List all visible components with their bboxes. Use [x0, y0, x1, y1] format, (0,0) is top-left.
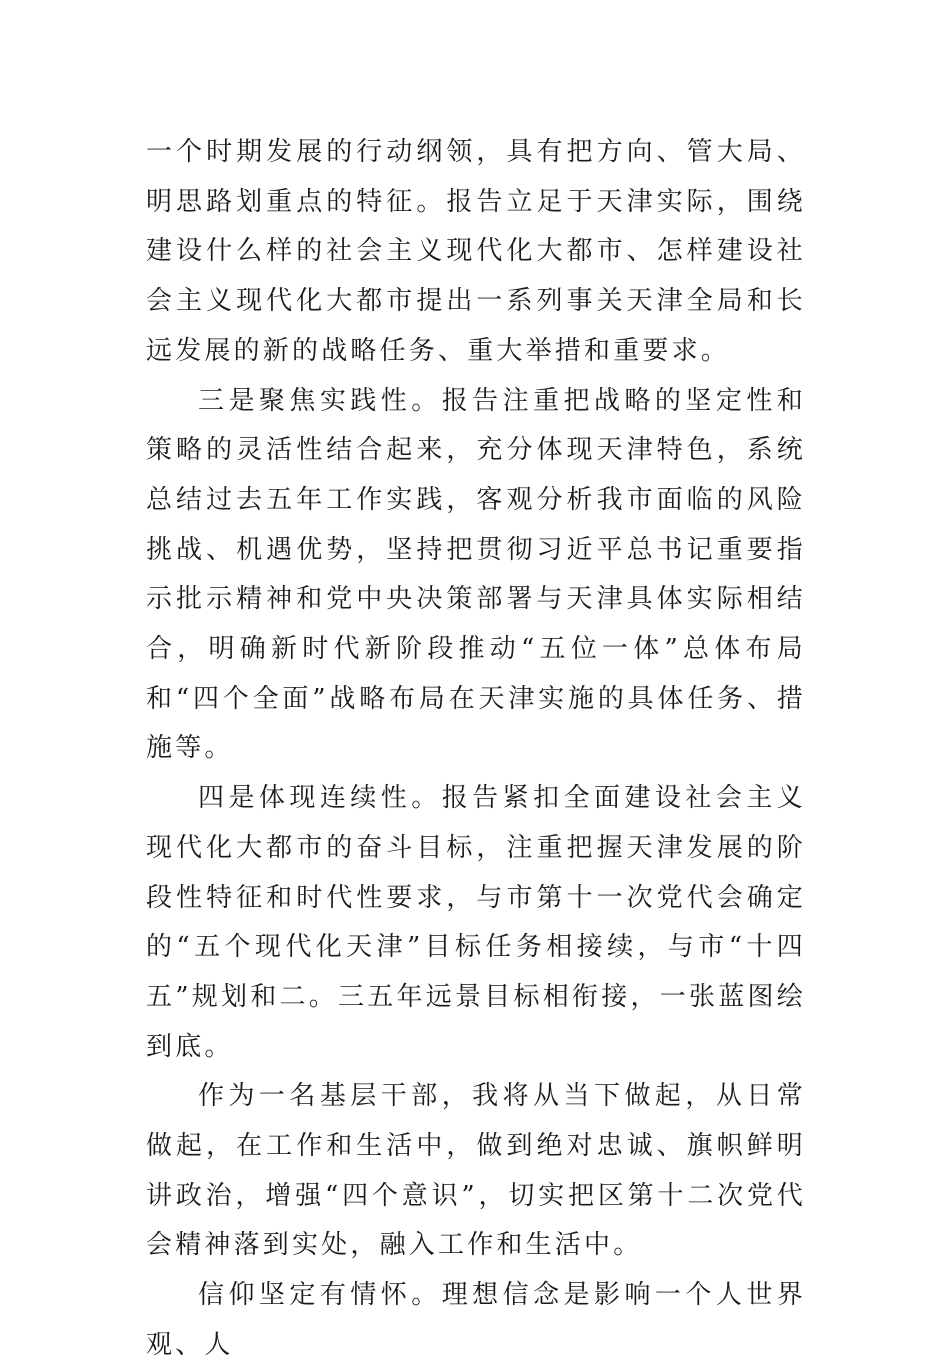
paragraph-firm-belief: 信仰坚定有情怀。理想信念是影响一个人世界观、人 — [146, 1280, 806, 1360]
paragraph-grassroots-cadre: 作为一名基层干部，我将从当下做起，从日常做起，在工作和生活中，做到绝对忠诚、旗帜鲜明讲政治，增强“四个意识”，切实把区第十二次党代会精神落到实处，融入工作和生活中。 — [146, 1081, 806, 1261]
paragraph-continuation: 一个时期发展的行动纲领，具有把方向、管大局、明思路划重点的特征。报告立足于天津实际，围绕建设什么样的社会主义现代化大都市、怎样建设社会主义现代化大都市提出一系列事关天津全局和长远发展的新的战略任务、重大举措和重要求。 — [146, 137, 806, 366]
paragraph-practicality: 三是聚焦实践性。报告注重把战略的坚定性和策略的灵活性结合起来，充分体现天津特色，系统总结过去五年工作实践，客观分析我市面临的风险挑战、机遇优势，坚持把贯彻习近平总书记重要指示批示精神和党中央决策部署与天津具体实际相结合，明确新时代新阶段推动“五位一体”总体布局和“四个全面”战略布局在天津实施的具体任务、措施等。 — [146, 385, 806, 764]
document-body — [146, 128, 806, 1371]
paragraph-continuity: 四是体现连续性。报告紧扣全面建设社会主义现代化大都市的奋斗目标，注重把握天津发展的阶段性特征和时代性要求，与市第十一次党代会确定的“五个现代化天津”目标任务相接续，与市“十四五”规划和二。三五年远景目标相衔接，一张蓝图绘到底。 — [146, 783, 806, 1062]
